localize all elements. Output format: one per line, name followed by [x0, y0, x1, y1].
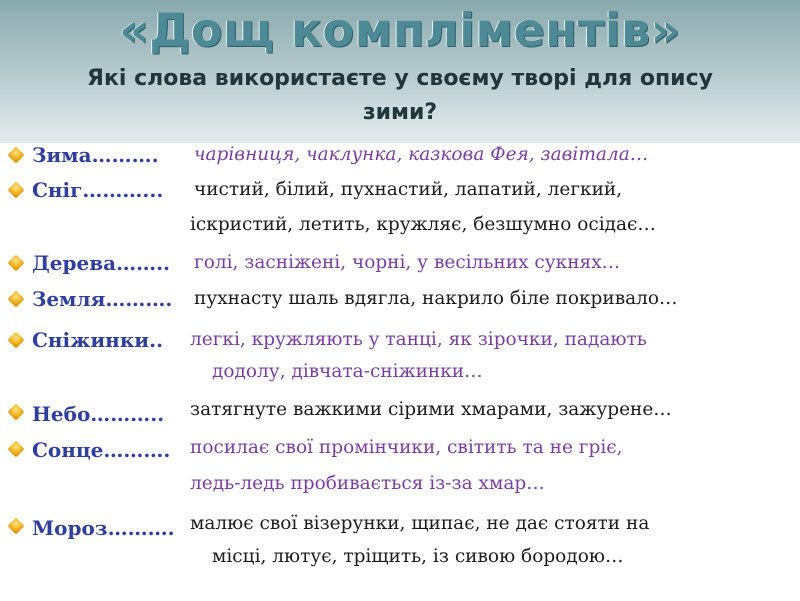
desc-zyma-line-1: чарівниця, чаклунка, казкова Фея, завітала… — [194, 144, 649, 165]
term-zemlia: Земля………. — [32, 287, 173, 311]
desc-snih-line-1: чистий, білий, пухнастий, лапатий, легкий, — [194, 179, 623, 200]
desc-dereva-line-1: голі, засніжені, чорні, у весільних сукнях… — [194, 252, 621, 273]
term-moroz: Мороз………. — [32, 516, 175, 540]
desc-zemlia-line-1: пухнасту шаль вдягла, накрило біле покривало… — [194, 288, 678, 309]
subtitle-line-2: зими? — [362, 100, 438, 125]
desc-sontse-line-2: ледь-ледь пробивається із-за хмар… — [190, 473, 545, 494]
term-sontse: Сонце………. — [32, 438, 171, 462]
desc-snih-line-2: іскристий, летить, кружляє, безшумно осідає… — [190, 214, 656, 235]
term-snizhynky: Сніжинки.. — [32, 328, 164, 352]
subtitle-line-1: Які слова використаєте у своєму творі для опису — [87, 66, 713, 91]
term-dereva: Дерева…….. — [32, 251, 170, 275]
slide-title: «Дощ компліментів» — [119, 3, 681, 57]
desc-snizhynky-line-2: додолу, дівчата-сніжинки… — [212, 361, 483, 382]
slide-header — [0, 0, 800, 142]
term-nebo: Небо……….. — [32, 402, 165, 426]
slide-subtitle — [24, 62, 776, 130]
desc-nebo-line-1: затягнуте важкими сірими хмарами, зажурене… — [190, 399, 672, 420]
desc-sontse-line-1: посилає свої промінчики, світить та не гріє, — [190, 437, 623, 458]
term-snih: Сніг………... — [32, 178, 164, 202]
desc-snizhynky-line-1: легкі, кружляють у танці, як зірочки, падають — [190, 329, 647, 350]
desc-moroz-line-1: малює свої візерунки, щипає, не дає стояти на — [190, 513, 650, 534]
desc-moroz-line-2: місці, лютує, тріщить, із сивою бородою… — [212, 546, 624, 567]
term-zyma: Зима………. — [32, 143, 159, 167]
